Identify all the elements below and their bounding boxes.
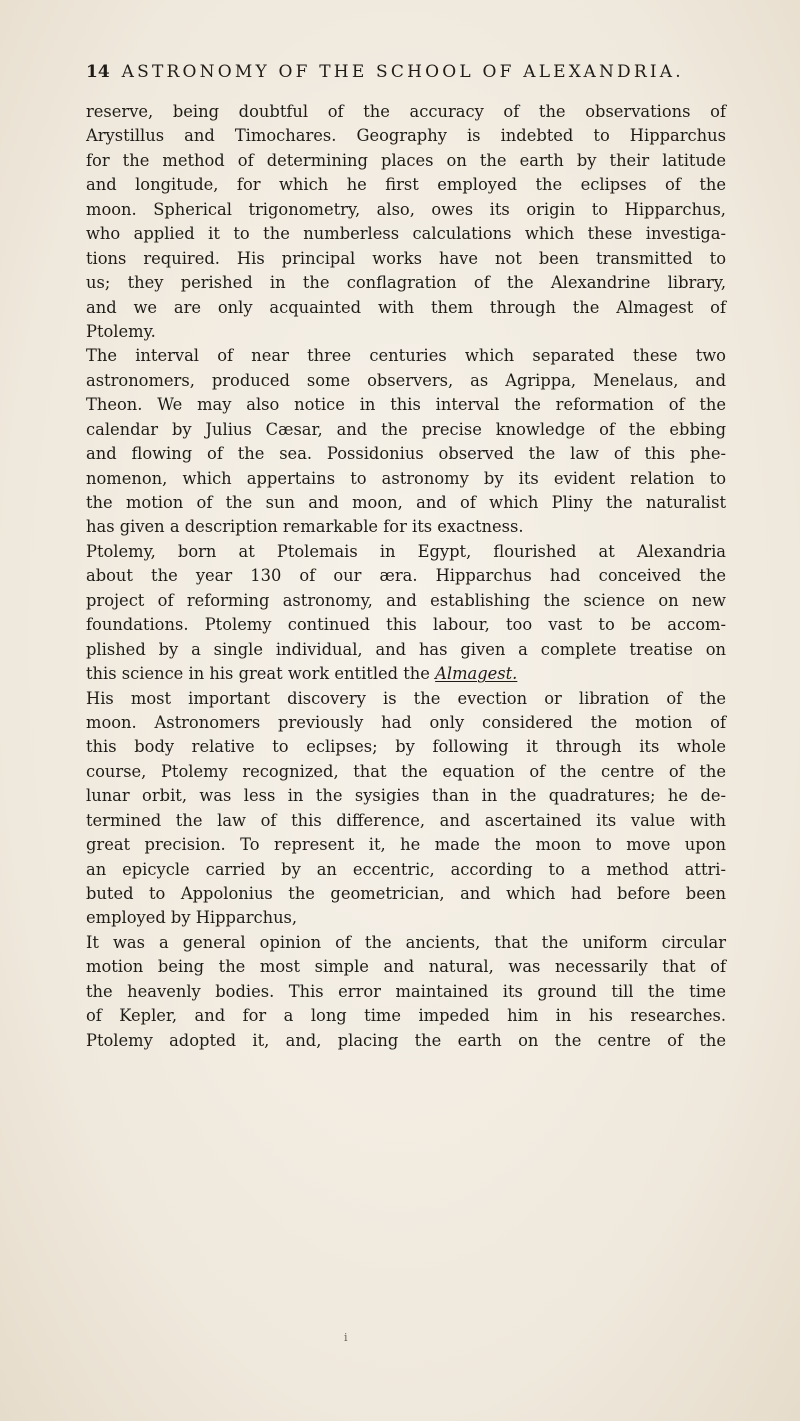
- text-line: termined the law of this difference, and ascertained its value with: [86, 810, 726, 830]
- text-line: has given a description remarkable for its exactness.: [86, 517, 524, 537]
- text-line: Arystillus and Timochares. Geography is indebted to Hipparchus: [86, 126, 726, 146]
- italic-title: Almagest.: [435, 664, 518, 684]
- text-line: who applied it to the numberless calculations which these investiga-: [86, 224, 726, 244]
- text-line: It was a general opinion of the ancients, that the uniform circular: [86, 932, 726, 952]
- text-line: lunar orbit, was less in the sysigies than in the quadratures; he de-: [86, 786, 726, 806]
- text-line: employed by Hipparchus,: [86, 908, 298, 928]
- text-line: project of reforming astronomy, and establishing the science on new: [86, 590, 726, 610]
- text-line: and we are only acquainted with them through the Almagest of: [86, 297, 726, 317]
- text-line: this science in his great work entitled the Almagest.: [86, 664, 518, 684]
- text-line: the heavenly bodies. This error maintained its ground till the time: [86, 981, 726, 1001]
- text-line: astronomers, produced some observers, as Agrippa, Menelaus, and: [86, 370, 726, 390]
- text-line: us; they perished in the conflagration of the Alexandrine library,: [86, 273, 726, 293]
- text-line: His most important discovery is the evection or libration of the: [86, 688, 726, 708]
- text-line: the motion of the sun and moon, and of which Pliny the naturalist: [86, 493, 726, 512]
- text-line: plished by a single individual, and has given a complete treatise on: [86, 639, 726, 659]
- text-line: course, Ptolemy recognized, that the equation of the centre of the: [86, 761, 726, 781]
- text-line: great precision. To represent it, he made the moon to move upon: [86, 835, 726, 855]
- text-line: for the method of determining places on the earth by their latitude: [86, 150, 726, 170]
- page-number: 14: [86, 62, 110, 82]
- text-line: calendar by Julius Cæsar, and the precise knowledge of the ebbing: [86, 419, 726, 439]
- text-line: an epicycle carried by an eccentric, according to a method attri-: [86, 859, 726, 879]
- text-line: nomenon, which appertains to astronomy by its evident relation to: [86, 468, 726, 488]
- text-line: Ptolemy adopted it, and, placing the earth on the centre of the: [86, 1030, 726, 1050]
- text-line: and longitude, for which he first employed the eclipses of the: [86, 175, 726, 195]
- text-line: foundations. Ptolemy continued this labour, too vast to be accom-: [86, 615, 726, 635]
- text-line: buted to Appolonius the geometrician, and which had before been: [86, 884, 726, 903]
- text-line: reserve, being doubtful of the accuracy of the observations of: [86, 102, 726, 121]
- text-line: The interval of near three centuries which separated these two: [86, 346, 726, 366]
- running-title: ASTRONOMY OF THE SCHOOL OF ALEXANDRIA.: [121, 62, 684, 82]
- text-line: of Kepler, and for a long time impeded him in his researches.: [86, 1006, 726, 1026]
- text-line: Ptolemy.: [86, 321, 156, 341]
- text-line: moon. Astronomers previously had only considered the motion of: [86, 712, 726, 732]
- text-line: about the year 130 of our æra. Hipparchus had conceived the: [86, 566, 726, 586]
- text-line: Ptolemy, born at Ptolemais in Egypt, flourished at Alexandria: [86, 541, 726, 561]
- running-header: [86, 62, 746, 82]
- text-line: and flowing of the sea. Possidonius observed the law of this phe-: [86, 444, 726, 464]
- text-line: tions required. His principal works have not been transmitted to: [86, 248, 726, 268]
- text-line: this body relative to eclipses; by following it through its whole: [86, 737, 726, 757]
- footer-mark: i: [344, 1331, 348, 1344]
- text-line: Theon. We may also notice in this interval the reformation of the: [86, 395, 726, 415]
- text-line: motion being the most simple and natural, was necessarily that of: [86, 957, 726, 977]
- body-text: [86, 100, 726, 1053]
- text-line: moon. Spherical trigonometry, also, owes its origin to Hipparchus,: [86, 199, 726, 219]
